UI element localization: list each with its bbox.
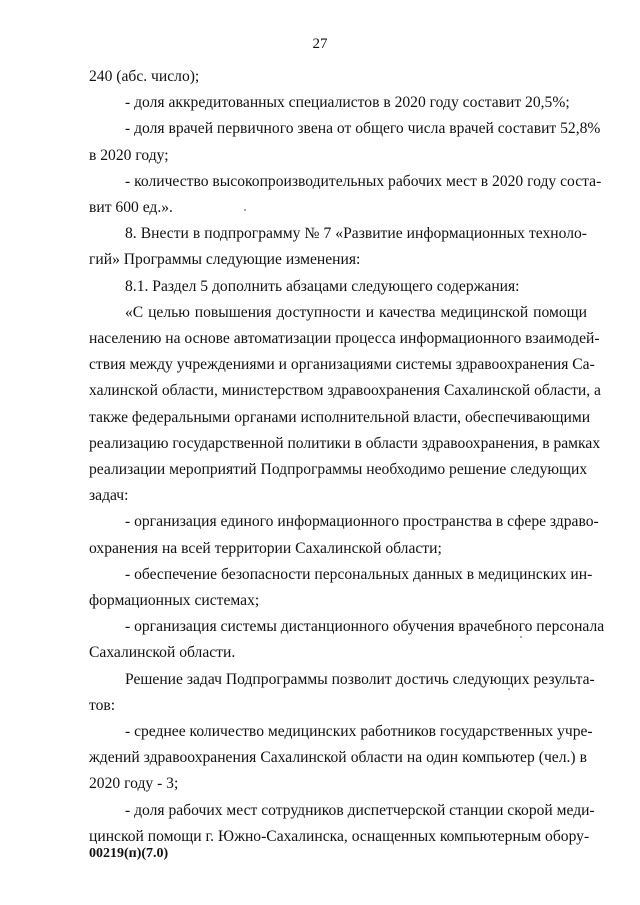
text-line: - доля аккредитованных специалистов в 2020 году составит 20,5%; — [125, 94, 570, 112]
text-line: - среднее количество медицинских работников государственных учре- — [125, 723, 593, 741]
scan-speck — [508, 688, 510, 690]
text-line: гий» Программы следующие изменения: — [89, 251, 361, 269]
text-line: - организация единого информационного пространства в сфере здраво- — [125, 513, 599, 531]
text-line: цинской помощи г. Южно-Сахалинска, оснащенных компьютерным обору- — [89, 827, 590, 845]
text-line: халинской области, министерством здравоохранения Сахалинской области, а — [89, 382, 601, 400]
text-line: также федеральными органами исполнительной власти, обеспечивающими — [89, 408, 591, 426]
text-line: - обеспечение безопасности персональных данных в медицинских ин- — [125, 565, 593, 583]
text-line: Решение задач Подпрограммы позволит достичь следующих результа- — [125, 670, 595, 688]
text-line: реализации мероприятий Подпрограммы необходимо решение следующих — [89, 461, 588, 479]
text-line: формационных системах; — [89, 592, 260, 610]
text-line: задач: — [89, 487, 129, 505]
text-line: вит 600 ед.». — [89, 199, 173, 217]
text-line: 8.1. Раздел 5 дополнить абзацами следующего содержания: — [125, 277, 520, 295]
scan-speck — [244, 209, 246, 211]
text-line: тов: — [89, 696, 116, 714]
text-line: 8. Внести в подпрограмму № 7 «Развитие информационных техноло- — [125, 225, 587, 243]
text-line: 2020 году - 3; — [89, 775, 179, 793]
text-line: охранения на всей территории Сахалинской области; — [89, 539, 442, 557]
document-body — [89, 64, 605, 850]
text-line: - доля врачей первичного звена от общего числа врачей составит 52,8% — [125, 120, 601, 138]
text-line: Сахалинской области. — [89, 644, 236, 662]
text-line: ствия между учреждениями и организациями системы здравоохранения Са- — [89, 356, 595, 374]
text-line: ждений здравоохранения Сахалинской области на один компьютер (чел.) в — [89, 749, 587, 767]
text-line: в 2020 году; — [89, 146, 169, 164]
text-line: реализацию государственной политики в области здравоохранения, в рамках — [89, 434, 601, 452]
page-number: 27 — [312, 36, 328, 52]
text-line: населению на основе автоматизации процесса информационного взаимодей- — [89, 330, 600, 348]
text-line: - доля рабочих мест сотрудников диспетчерской станции скорой меди- — [125, 801, 595, 819]
text-line: - организация системы дистанционного обучения врачебного персонала — [125, 618, 605, 636]
text-line: 240 (абс. число); — [89, 68, 200, 85]
scan-speck — [520, 636, 522, 638]
text-line: - количество высокопроизводительных рабочих мест в 2020 году соста- — [125, 172, 602, 190]
text-line: «С целью повышения доступности и качества медицинской помощи — [125, 303, 587, 321]
document-footer-code: 00219(п)(7.0) — [89, 846, 169, 861]
